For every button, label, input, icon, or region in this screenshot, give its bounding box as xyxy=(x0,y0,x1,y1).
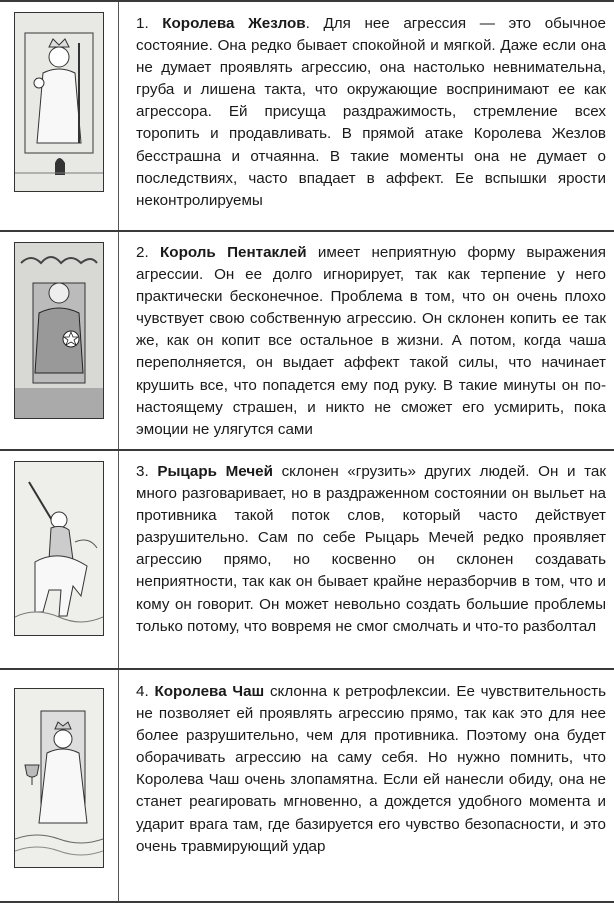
entry-text: склонен «грузить» других людей. Он и так много разговаривает, но в раздраженном состоянии он выльет на противника такой поток слов, который часто действует разрушительно. Сам по себе Рыцарь Мечей редко проявляет агрессию прямо, но косвенно он склонен создавать неприятности, так как он бывает крайне неразборчив в том, что и кому он говорит. Он может невольно создать большие проблемы только потому, что вовремя не смог смолчать и что-то разболтал xyxy=(136,463,606,635)
tarot-card-knight-of-swords xyxy=(14,461,104,636)
entry-text: склонна к ретрофлексии. Ее чувствительность не позволяет ей проявлять агрессию прямо, так как это для нее более разрушительно, чем для противника. Поэтому она будет оборачивать агрессию на саму себя. Но нужно помнить, что Королева Чаш очень злопамятна. Если ей нанесли обиду, она не станет реагировать мгновенно, а дождется удобного момента и ударит врага там, где базируется его чувство безопасности, и это очень травмирующий удар xyxy=(136,683,606,855)
queen-of-wands-illustration xyxy=(15,13,103,191)
tarot-card-king-of-pentacles xyxy=(14,242,104,419)
tarot-card-queen-of-cups xyxy=(14,688,104,868)
divider-top xyxy=(0,0,614,2)
column-separator xyxy=(118,670,119,901)
entry-title: Королева Жезлов xyxy=(162,15,306,32)
knight-of-swords-illustration xyxy=(15,462,103,635)
entry-number: 3. xyxy=(136,463,158,480)
column-separator xyxy=(118,2,119,230)
entry-text: имеет неприятную форму выражения агрессии. Он ее долго игнорирует, так как терпение у него практически бесконечное. Проблема в том, что он очень плохо чувствует свою собственную агрессию. Он склонен копить ее так же, как он копит все остальное в жизни. А потом, когда чаша переполняется, он выдает аффект такой силы, что начинает крушить все, что попадется ему под руку. В такие минуты он по-настоящему страшен, и никто не сможет его усмирить, пока эмоции не улягутся сами xyxy=(136,244,606,438)
entry-knight-of-swords xyxy=(136,461,606,638)
entry-number: 2. xyxy=(136,244,161,261)
entry-number: 1. xyxy=(136,15,163,32)
entry-text: . Для нее агрессия — это обычное состояние. Она редко бывает спокойной и мягкой. Даже если она не думает проявлять агрессию, она настолько невнимательна, груба и лишена такта, что окружающие воспринимают ее как агрессора. Ей присуща раздражимость, стремление всех торопить и продавливать. В прямой атаке Королева Жезлов бесстрашна и отчаянна. В такие моменты она не думает о последствиях, часто впадает в аффект. Ее вспышки ярости неконтролируемы xyxy=(136,15,606,209)
entry-title: Король Пентаклей xyxy=(160,244,307,261)
entry-king-of-pentacles xyxy=(136,242,606,441)
entry-title: Королева Чаш xyxy=(154,683,265,700)
queen-of-cups-illustration xyxy=(15,689,103,867)
column-separator xyxy=(118,232,119,449)
divider-3 xyxy=(0,668,614,670)
column-separator xyxy=(118,451,119,668)
entry-queen-of-wands xyxy=(136,13,606,212)
divider-1 xyxy=(0,230,614,232)
tarot-card-queen-of-wands xyxy=(14,12,104,192)
entry-title: Рыцарь Мечей xyxy=(157,463,273,480)
entry-number: 4. xyxy=(136,683,155,700)
king-of-pentacles-illustration xyxy=(15,243,103,418)
entry-queen-of-cups xyxy=(136,681,606,858)
divider-2 xyxy=(0,449,614,451)
